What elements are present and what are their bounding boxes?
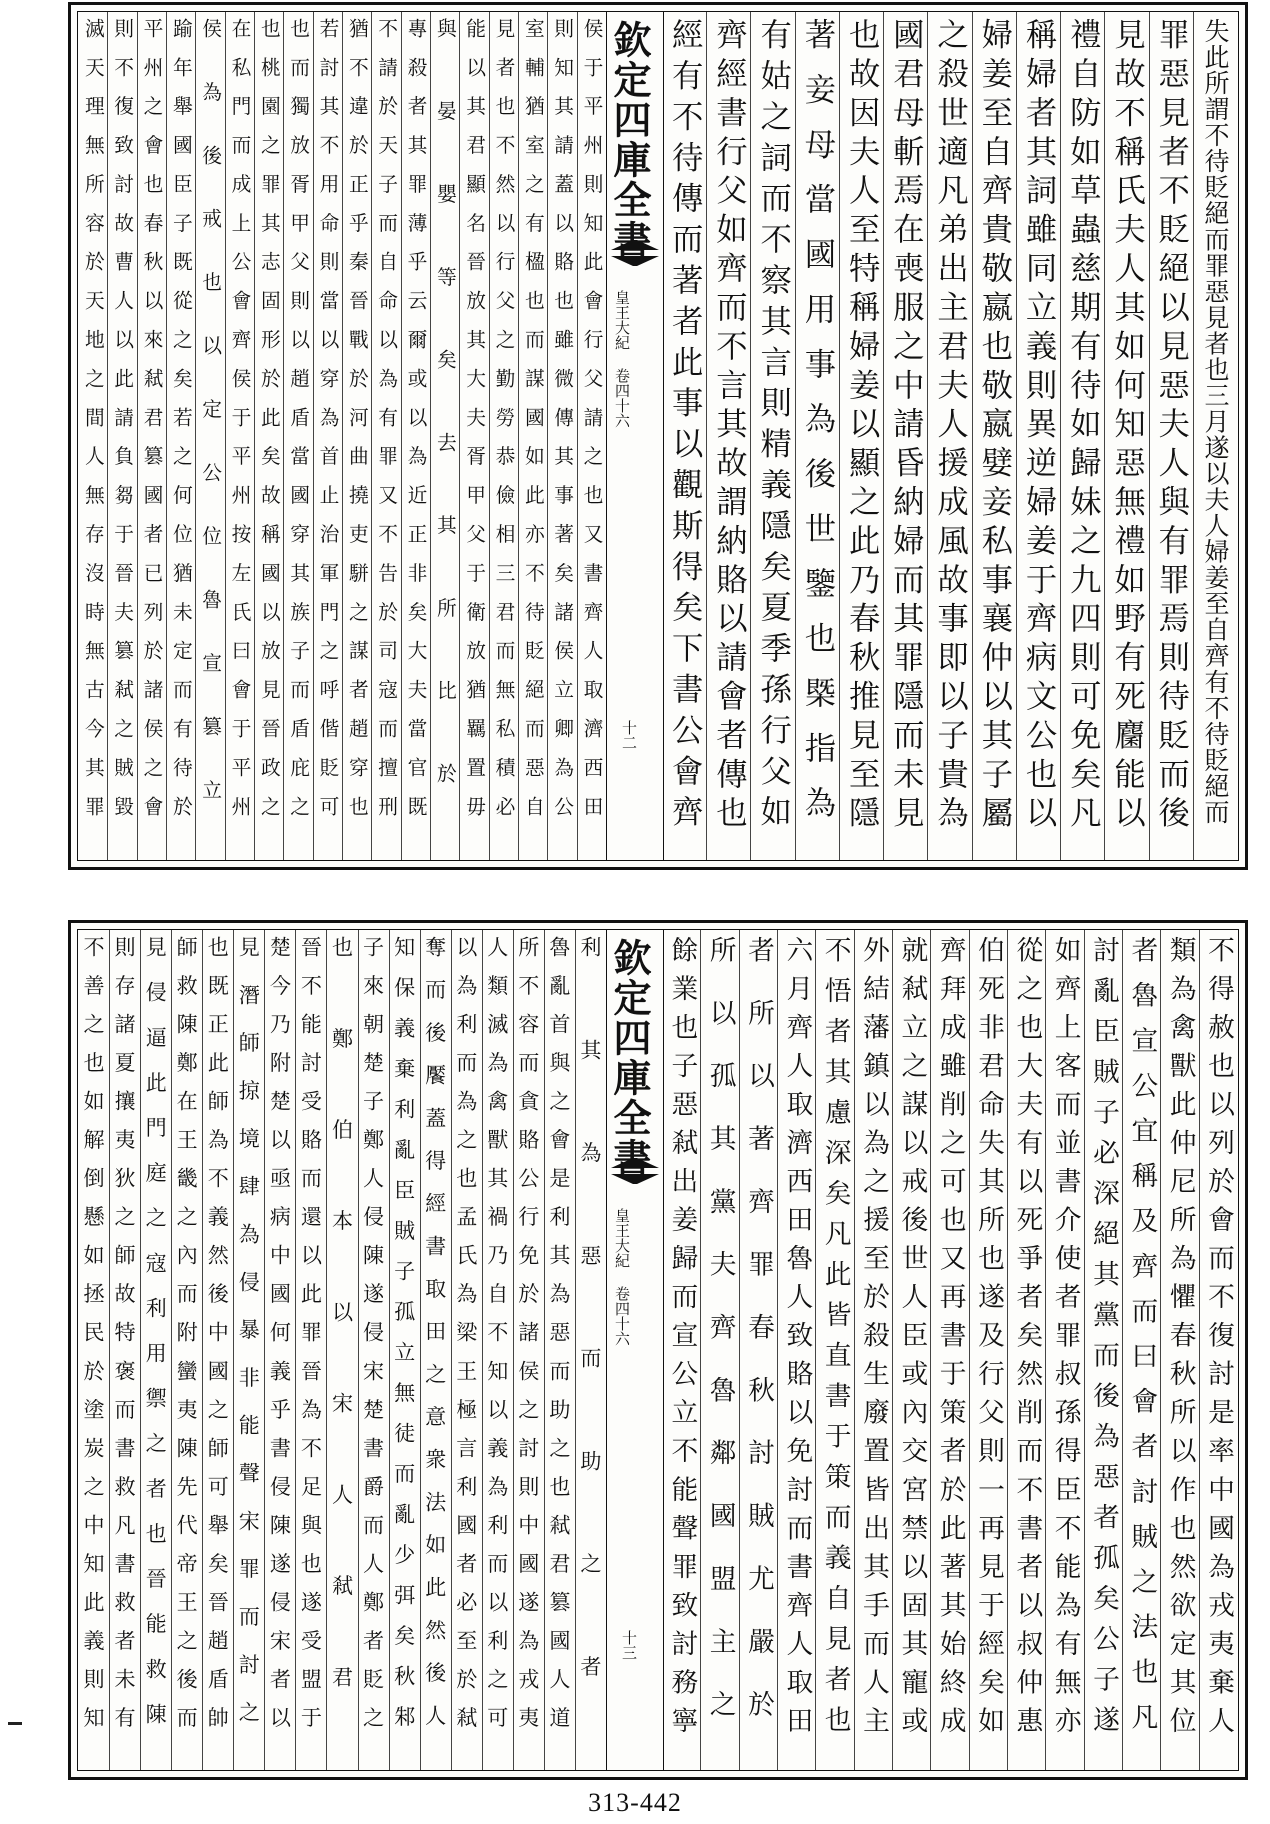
center-margin-strip [606, 12, 664, 860]
column-rule [313, 12, 314, 860]
column-rule [459, 12, 460, 860]
bottom-page-frame [77, 929, 1239, 1771]
column-rule [777, 930, 778, 1770]
text-column: 魯亂首與之會是利其為惡而助之也弒君篡國人道 [546, 936, 572, 1745]
text-column: 楚今乃附楚以亟病中國何義乎書侵陳遂侵宋者以 [267, 936, 293, 1745]
column-rule [1104, 12, 1105, 860]
column-rule [107, 12, 108, 860]
column-rule [706, 12, 707, 860]
text-column: 不請於天子而自命以為有罪又不告於司寇而擅刑 [374, 18, 398, 835]
text-column: 也鄭伯本以宋人弒君 [329, 936, 355, 1757]
leaf-number: 十三 [620, 1630, 638, 1660]
fish-tail-ornament-icon [611, 1158, 659, 1168]
text-column: 討亂臣賊子必深絕其黨而後為惡者孤矣公子遂 [1087, 936, 1119, 1746]
column-rule [1193, 12, 1194, 860]
column-rule [1007, 930, 1008, 1770]
column-rule [1084, 930, 1085, 1770]
column-rule [575, 930, 576, 1770]
text-column: 則不復致討故曹人以此請負芻于晉夫篡弒之賊毀 [110, 18, 134, 835]
column-rule [1122, 930, 1123, 1770]
column-rule [544, 930, 545, 1770]
column-rule [171, 930, 172, 1770]
text-column: 也桃園之罪其志固形於此矣故稱國以放見晉政之 [257, 18, 281, 835]
column-rule [1045, 930, 1046, 1770]
text-column: 侯為後戒也以定公位魯宣篡立 [198, 18, 222, 843]
column-rule [1016, 12, 1017, 860]
column-rule [401, 12, 402, 860]
text-column: 就弒立之謀以戒後世人臣或內交宮禁以固其寵或 [896, 936, 928, 1745]
text-column: 著妾母當國用事為後世鑒也槩指為 [798, 18, 835, 841]
text-column: 如齊上客而並書介使者罪叔孫得臣不能為有無亦 [1049, 936, 1081, 1745]
column-rule [482, 930, 483, 1770]
text-column: 所以孤其黨夫齊魯鄰國盟主之 [704, 936, 736, 1753]
text-column: 者所以著齊罪春秋討賊尤嚴於 [742, 936, 774, 1753]
column-rule [750, 12, 751, 860]
fish-tail-ornament-icon [611, 240, 659, 250]
column-rule [815, 930, 816, 1770]
top-page-panel [68, 2, 1248, 870]
text-column: 有姑之詞而不察其言則精義隱矣夏季孫行父如 [754, 18, 791, 836]
column-rule [795, 12, 796, 860]
text-column: 之殺世適凡弟出主君夫人援成風故事即以子貴為 [931, 18, 968, 835]
column-rule [254, 12, 255, 860]
text-column: 類為禽獸此仲尼所為懼春秋所以作也然欲定其位 [1164, 936, 1196, 1745]
text-column: 踰年舉國臣子既從之矣若之何位猶未定而有待於 [169, 18, 193, 835]
column-rule [225, 12, 226, 860]
text-column: 專殺者其罪薄乎云爾或以為近正非矣大夫當官既 [403, 18, 427, 835]
column-rule [389, 930, 390, 1770]
column-rule [969, 930, 970, 1770]
column-rule [1199, 930, 1200, 1770]
text-column: 也既正此師為不義然後中國之師可舉矣晉趙盾帥 [205, 936, 231, 1745]
column-rule [577, 12, 578, 860]
text-column: 則知其請蓋以賂也雖微傳其事著矣諸侯立卿為公 [550, 18, 574, 835]
column-rule [202, 930, 203, 1770]
text-column: 以為利而為之也孟氏為梁王極言利國者必至於弒 [453, 936, 479, 1745]
column-rule [109, 930, 110, 1770]
column-rule [326, 930, 327, 1770]
text-column: 者魯宣公宜稱及齊而曰會者討賊之法也凡 [1126, 936, 1158, 1748]
text-column: 見故不稱氏夫人其如何知惡無禮如野有死麕能以 [1108, 18, 1145, 835]
column-rule [1160, 930, 1161, 1770]
text-column: 子來朝楚子鄭人侵陳遂侵宋楚書爵而人鄭者貶之 [360, 936, 386, 1745]
text-column: 與晏嬰等矣去其所比於 [433, 18, 457, 846]
text-column: 不悟者其慮深矣凡此皆直書于策而義自見者也 [819, 936, 851, 1746]
column-rule [883, 12, 884, 860]
text-column: 不得赦也以列於會而不復討是率中國為戎夷棄人 [1202, 936, 1234, 1745]
text-column: 國君母斬焉在喪服之中請昏納婦而其罪隱而未見 [887, 18, 924, 835]
text-column: 若討其不用命則當以穿為首止治軍門之呼偕貶可 [315, 18, 339, 835]
page-code: 313-442 [588, 1788, 682, 1817]
text-column: 外結藩鎮以為之援至於殺生廢置皆出其手而人主 [857, 936, 889, 1745]
column-rule [137, 12, 138, 860]
text-column: 罪惡見者不貶絕以見惡夫人與有罪焉則待貶而後 [1152, 18, 1189, 835]
text-column: 伯死非君命失其所也遂及行父則一再見于經矣如 [972, 936, 1004, 1745]
column-rule [513, 930, 514, 1770]
scan-mark [8, 1722, 22, 1725]
text-column: 能以其君顯名晉放其大夫胥甲父于衛放猶羈置毋 [462, 18, 486, 835]
text-column: 知保義棄利亂臣賊子孤立無徒而亂少弭矣秋邾 [391, 936, 417, 1746]
column-rule [166, 12, 167, 860]
fish-tail-ornament-icon [611, 256, 659, 266]
text-column: 則存諸夏攘夷狄之師故特褒而書救凡書救者未有 [112, 936, 138, 1745]
column-rule [489, 12, 490, 860]
text-column: 猶不違於正乎秦晉戰於河曲撓吏駢之謀者趙穿也 [345, 18, 369, 835]
column-rule [700, 930, 701, 1770]
text-column: 也故因夫人至特稱婦姜以顯之此乃春秋推見至隱 [843, 18, 880, 835]
text-column: 稱婦者其詞雖同立義則異逆婦姜于齊病文公也以 [1020, 18, 1057, 835]
text-column: 餘業也子惡弒出姜歸而宣公立不能聲罪致討務寧 [666, 936, 698, 1745]
text-column: 不善之也如解倒懸如拯民於塗炭之中知此義則知 [81, 936, 107, 1745]
leaf-number: 十二 [620, 720, 638, 750]
text-column: 見者也不然以行父之勤勞恭儉相三君而無私積必 [491, 18, 515, 835]
text-column: 利其為惡而助之者 [577, 936, 603, 1758]
text-column: 婦姜至自齊貴敬嬴也敬嬴嬖妾私事襄仲以其子屬 [975, 18, 1012, 835]
column-rule [1060, 12, 1061, 860]
text-column: 室輔猶室之有楹也而謀國如此亦不待貶絕而惡自 [521, 18, 545, 835]
column-rule [854, 930, 855, 1770]
fish-tail-ornament-icon [611, 1174, 659, 1184]
text-column: 齊經書行父如齊而不言其故謂納賂以請會者傳也 [710, 18, 747, 835]
text-column: 師救陳鄭在王畿之內而附蠻夷陳先代帝王之後而 [174, 936, 200, 1745]
column-rule [233, 930, 234, 1770]
column-rule [547, 12, 548, 860]
column-rule [930, 930, 931, 1770]
bottom-page-panel [68, 920, 1248, 1780]
text-column: 在私門而成上公會齊侯于平州按左氏曰會于平州 [227, 18, 251, 835]
column-rule [839, 12, 840, 860]
column-rule [927, 12, 928, 860]
column-rule [371, 12, 372, 860]
column-rule [430, 12, 431, 860]
text-column: 奪而後饜蓋得經書取田之意衆法如此然後人 [422, 936, 448, 1747]
column-rule [358, 930, 359, 1770]
column-rule [140, 930, 141, 1770]
text-column: 失此所謂不待貶絕而罪惡見者也三月遂以夫人婦姜至自齊有不待貶絕而 [1200, 18, 1230, 825]
text-column: 滅天理無所容於天地之間人無存沒時無古今其罪 [81, 18, 105, 835]
text-column: 見侵逼此門庭之寇利用禦之者也晉能救陳 [143, 936, 169, 1748]
center-margin-strip [606, 930, 664, 1770]
book-title: 欽定四庫全書 [607, 20, 652, 260]
volume-label: 皇王大紀 卷四十六 [613, 1208, 631, 1346]
column-rule [1149, 12, 1150, 860]
column-rule [892, 930, 893, 1770]
column-rule [420, 930, 421, 1770]
text-column: 也而獨放胥甲父則以趙盾當國穿其族子而盾庇之 [286, 18, 310, 835]
column-rule [518, 12, 519, 860]
text-column: 見潛師掠境肆為侵暴非能聲宋罪而討之 [236, 936, 262, 1749]
text-column: 人類滅為禽獸其禍乃自不知以義為利而以利之可 [484, 936, 510, 1745]
text-column: 經有不待傳而著者此事以觀斯得矣下書公會齊 [666, 18, 703, 836]
column-rule [295, 930, 296, 1770]
column-rule [195, 12, 196, 860]
text-column: 六月齊人取濟西田魯人致賂以免討而書齊人取田 [781, 936, 813, 1745]
text-column: 從之也大夫有以死爭者矣然削而不書者以叔仲惠 [1011, 936, 1043, 1745]
column-rule [739, 930, 740, 1770]
text-column: 晉不能討受賂而還以此罪晉為不足與也遂受盟于 [298, 936, 324, 1745]
text-column: 平州之會也春秋以來弒君篡國者已列於諸侯之會 [139, 18, 163, 835]
volume-label: 皇王大紀 卷四十六 [613, 290, 631, 428]
column-rule [264, 930, 265, 1770]
text-column: 所不容而貪賂公行免於諸侯之討則中國遂為戎夷 [515, 936, 541, 1745]
column-rule [451, 930, 452, 1770]
book-title: 欽定四庫全書 [607, 938, 652, 1178]
text-column: 齊拜成雖削之可也又再書于策者於此著其始終成 [934, 936, 966, 1745]
column-rule [972, 12, 973, 860]
column-rule [342, 12, 343, 860]
text-column: 禮自防如草蟲慈期有待如歸妹之九四則可免矣凡 [1064, 18, 1101, 835]
top-page-frame [77, 11, 1239, 861]
text-column: 侯于平州則知此會行父請之也又書齊人取濟西田 [579, 18, 603, 835]
column-rule [283, 12, 284, 860]
